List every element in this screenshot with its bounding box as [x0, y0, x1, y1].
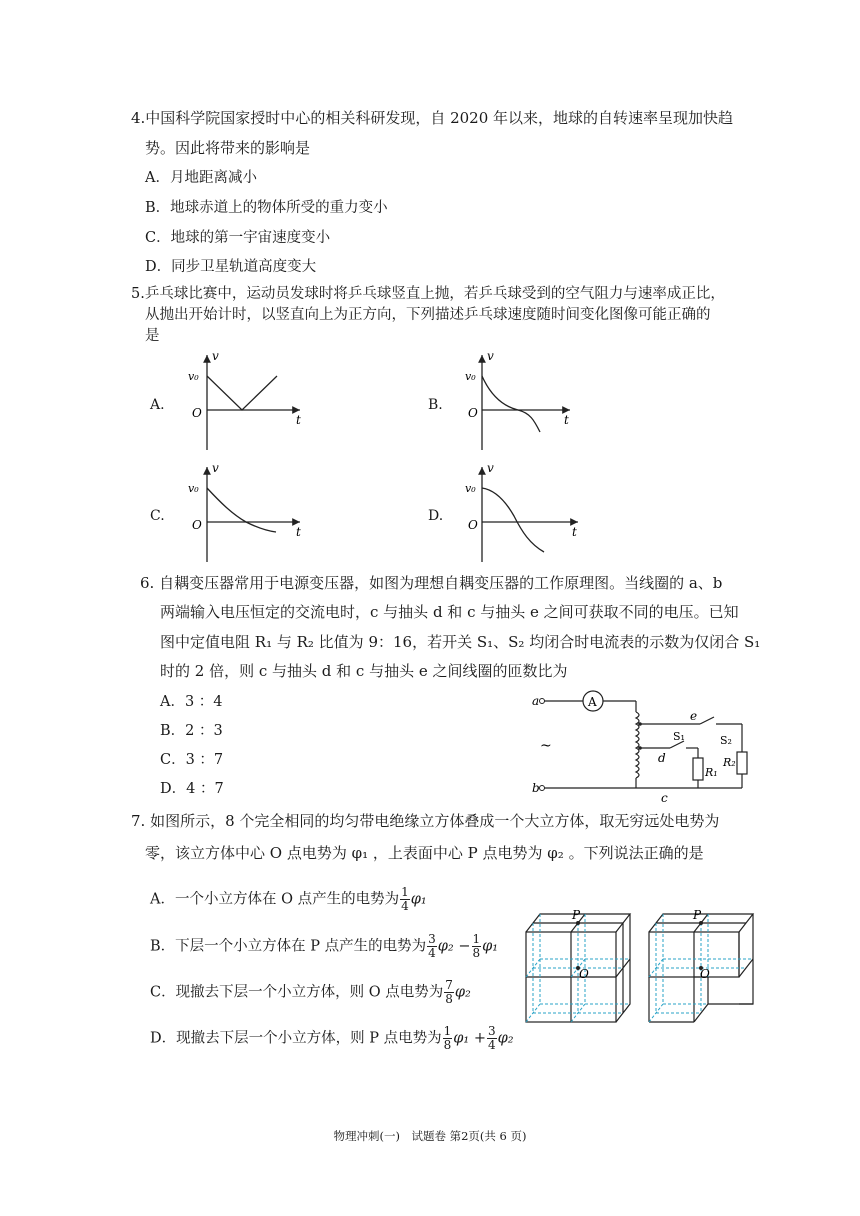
q7-stem-line1: 7. 如图所示，8 个完全相同的均匀带电绝缘立方体叠成一个大立方体，取无穷远处电势为 [131, 812, 720, 830]
graph-c-origin: O [192, 518, 202, 532]
svg-text:~: ~ [540, 738, 552, 754]
terminal-b [540, 786, 545, 791]
graph-c [180, 462, 310, 567]
graph-b-curve [482, 376, 540, 432]
transformer-circuit [530, 688, 760, 808]
q6-stem-line1: 6. 自耦变压器常用于电源变压器，如图为理想自耦变压器的工作原理图。当线圈的 a、b [140, 574, 723, 592]
svg-text:P: P [693, 908, 702, 922]
q6-stem-line3: 图中定值电阻 R₁ 与 R₂ 比值为 9：16，若开关 S₁、S₂ 均闭合时电流表的示数为仅闭合 S₁ [160, 633, 761, 651]
graph-d-label: D. [428, 508, 444, 524]
q6-stem-line4: 时的 2 倍，则 c 与抽头 d 和 c 与抽头 e 之间线圈的匝数比为 [160, 662, 568, 680]
graph-d-v0: v₀ [465, 482, 476, 495]
q7-option-a: A．一个小立方体在 O 点产生的电势为 $\frac{1}{4}$ φ₁ [150, 885, 427, 913]
q7-option-c: C．现撤去下层一个小立方体，则 O 点电势为 $\frac{7}{8}$ φ₂ [150, 978, 471, 1006]
svg-text:b: b [532, 781, 540, 795]
svg-text:d: d [658, 751, 666, 765]
q6-option-b: B．2 ：3 [160, 723, 223, 739]
q4-option-c: C．地球的第一宇宙速度变小 [145, 230, 331, 246]
graph-b [460, 350, 590, 455]
graph-b-origin: O [468, 406, 478, 420]
q5-stem-line1: 5.乒乓球比赛中，运动员发球时将乒乓球竖直上抛，若乒乓球受到的空气阻力与速率成正比， [131, 286, 725, 302]
svg-text:S₂: S₂ [720, 734, 732, 747]
q5-stem-line2: 从抛出开始计时，以竖直向上为正方向，下列描述乒乓球速度随时间变化图像可能正确的 [145, 307, 711, 323]
resistor-r2 [737, 752, 747, 774]
terminal-a [540, 699, 545, 704]
cube-figure-full [522, 906, 632, 1024]
graph-a-v0: v₀ [188, 370, 199, 383]
q6-stem-line2: 两端输入电压恒定的交流电时，c 与抽头 d 和 c 与抽头 e 之间可获取不同的电压。已知 [160, 603, 739, 621]
cube-figure-removed [645, 906, 755, 1024]
resistor-r1 [693, 758, 703, 780]
q4-stem-line2: 势。因此将带来的影响是 [145, 139, 311, 157]
switch-s2 [700, 717, 714, 724]
graph-d-v-label: v [487, 461, 494, 475]
graph-d-t-label: t [572, 525, 577, 539]
q4-stem-line1: 4.中国科学院国家授时中心的相关科研发现，自 2020 年以来，地球的自转速率呈现加快趋 [131, 109, 734, 127]
graph-c-curve [207, 488, 276, 532]
graph-a-v-label: v [212, 349, 219, 363]
q6-option-d: D．4 ：7 [160, 781, 224, 797]
graph-b-t-label: t [564, 413, 569, 427]
graph-c-v0: v₀ [188, 482, 199, 495]
graph-b-v-label: v [487, 349, 494, 363]
svg-text:O: O [700, 967, 710, 981]
graph-a [180, 350, 310, 455]
ammeter-label: A [588, 695, 597, 709]
q7-stem-line2: 零，该立方体中心 O 点电势为 φ₁ ，上表面中心 P 点电势为 φ₂ 。下列说法正确的是 [145, 844, 704, 862]
graph-a-t-label: t [296, 413, 301, 427]
q5-stem-line3: 是 [145, 328, 160, 344]
graph-d [460, 462, 590, 567]
graph-b-v0: v₀ [465, 370, 476, 383]
q6-option-a: A．3 ：4 [160, 694, 223, 710]
q4-option-d: D．同步卫星轨道高度变大 [145, 259, 317, 275]
q4-option-b: B．地球赤道上的物体所受的重力变小 [145, 200, 388, 216]
svg-text:R₂: R₂ [723, 756, 736, 769]
q7-option-b: B．下层一个小立方体在 P 点产生的电势为 $\frac{3}{4}$ φ₂ − $\frac{1}{8}$ φ₁ [150, 932, 499, 960]
graph-a-label: A. [150, 397, 165, 413]
svg-text:P: P [572, 908, 581, 922]
graph-a-curve [207, 376, 277, 410]
svg-text:e: e [690, 709, 698, 723]
graph-c-label: C. [150, 508, 165, 524]
svg-text:a: a [532, 694, 540, 708]
svg-text:S₁: S₁ [673, 730, 685, 743]
graph-b-label: B. [428, 397, 443, 413]
page-footer: 物理冲刺(一) 试题卷 第2页(共 6 页) [333, 1129, 527, 1143]
q4-option-a: A．月地距离减小 [145, 170, 257, 186]
graph-d-origin: O [468, 518, 478, 532]
q6-option-c: C．3 ：7 [160, 752, 224, 768]
svg-text:c: c [661, 791, 668, 805]
graph-c-t-label: t [296, 525, 301, 539]
transformer-coil [636, 712, 639, 778]
graph-c-v-label: v [212, 461, 219, 475]
graph-a-origin: O [192, 406, 202, 420]
svg-text:R₁: R₁ [705, 766, 718, 779]
q7-option-d: D．现撤去下层一个小立方体，则 P 点电势为 $\frac{1}{8}$ φ₁ + $\frac{3}{4}$ φ₂ [150, 1024, 514, 1052]
graph-d-curve [482, 488, 544, 552]
svg-text:O: O [579, 967, 589, 981]
